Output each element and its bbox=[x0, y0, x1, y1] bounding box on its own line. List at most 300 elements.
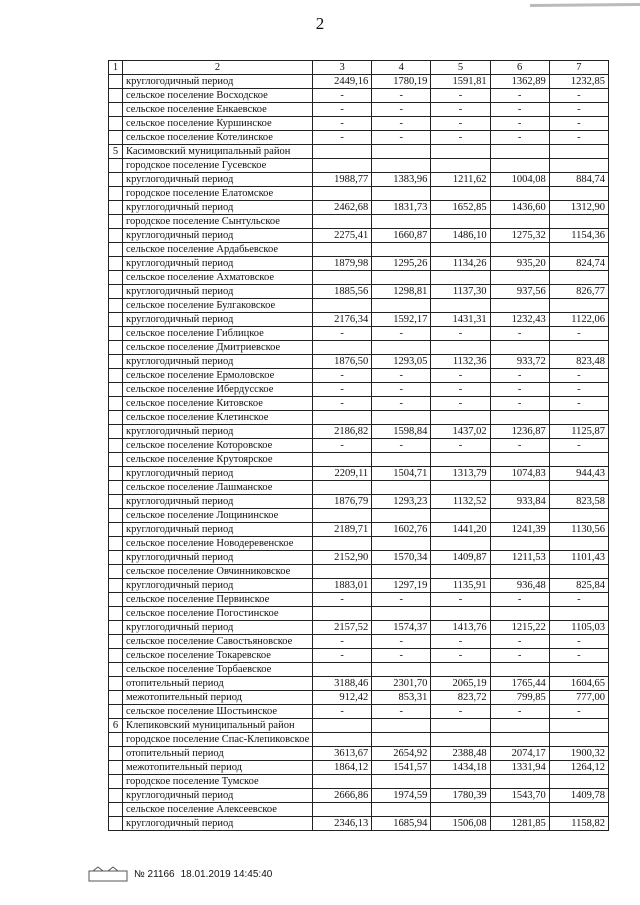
header-cell: 1 bbox=[109, 61, 123, 75]
value-cell: 912,42 bbox=[313, 691, 372, 705]
row-name: круглогодичный период bbox=[123, 579, 313, 593]
table-row bbox=[109, 579, 609, 593]
value-cell bbox=[313, 145, 372, 159]
value-cell: 1974,59 bbox=[372, 789, 431, 803]
row-number bbox=[109, 299, 123, 313]
value-cell bbox=[313, 509, 372, 523]
value-cell: - bbox=[372, 327, 431, 341]
value-cell: - bbox=[549, 397, 608, 411]
value-cell bbox=[549, 509, 608, 523]
value-cell bbox=[313, 481, 372, 495]
value-cell: 1101,43 bbox=[549, 551, 608, 565]
value-cell: 1132,52 bbox=[431, 495, 490, 509]
row-number bbox=[109, 747, 123, 761]
value-cell bbox=[372, 159, 431, 173]
value-cell: - bbox=[549, 439, 608, 453]
value-cell bbox=[490, 509, 549, 523]
value-cell: - bbox=[313, 117, 372, 131]
row-name: отопительный период bbox=[123, 677, 313, 691]
row-name: круглогодичный период bbox=[123, 285, 313, 299]
row-number bbox=[109, 635, 123, 649]
value-cell: 1293,05 bbox=[372, 355, 431, 369]
header-cell: 7 bbox=[549, 61, 608, 75]
value-cell: - bbox=[313, 369, 372, 383]
registry-logo-icon bbox=[88, 866, 128, 882]
value-cell bbox=[372, 537, 431, 551]
value-cell bbox=[372, 733, 431, 747]
value-cell: - bbox=[549, 649, 608, 663]
value-cell bbox=[549, 803, 608, 817]
value-cell: - bbox=[313, 439, 372, 453]
row-number bbox=[109, 243, 123, 257]
value-cell: - bbox=[313, 131, 372, 145]
table-row bbox=[109, 677, 609, 691]
table-header-row bbox=[109, 61, 609, 75]
value-cell bbox=[490, 187, 549, 201]
row-number bbox=[109, 649, 123, 663]
value-cell: 1591,81 bbox=[431, 75, 490, 89]
row-number bbox=[109, 607, 123, 621]
row-name: сельское поселение Савостьяновское bbox=[123, 635, 313, 649]
table-row bbox=[109, 565, 609, 579]
row-name: сельское поселение Лашманское bbox=[123, 481, 313, 495]
value-cell bbox=[313, 663, 372, 677]
value-cell: - bbox=[372, 131, 431, 145]
table-row bbox=[109, 383, 609, 397]
row-number bbox=[109, 705, 123, 719]
table-row bbox=[109, 145, 609, 159]
value-cell: 1437,02 bbox=[431, 425, 490, 439]
row-name: сельское поселение Восходское bbox=[123, 89, 313, 103]
value-cell: - bbox=[549, 327, 608, 341]
value-cell: - bbox=[431, 397, 490, 411]
row-name: сельское поселение Лощининское bbox=[123, 509, 313, 523]
value-cell: - bbox=[431, 635, 490, 649]
row-number bbox=[109, 551, 123, 565]
value-cell bbox=[490, 733, 549, 747]
value-cell: 1211,53 bbox=[490, 551, 549, 565]
table-row bbox=[109, 299, 609, 313]
value-cell bbox=[549, 733, 608, 747]
value-cell: 1362,89 bbox=[490, 75, 549, 89]
table-row bbox=[109, 649, 609, 663]
value-cell bbox=[549, 607, 608, 621]
value-cell: 884,74 bbox=[549, 173, 608, 187]
header-cell: 4 bbox=[372, 61, 431, 75]
value-cell bbox=[431, 565, 490, 579]
value-cell: 1004,08 bbox=[490, 173, 549, 187]
value-cell bbox=[372, 341, 431, 355]
row-name: городское поселение Елатомское bbox=[123, 187, 313, 201]
value-cell: - bbox=[490, 593, 549, 607]
value-cell: 1504,71 bbox=[372, 467, 431, 481]
value-cell: 1543,70 bbox=[490, 789, 549, 803]
value-cell bbox=[431, 733, 490, 747]
value-cell: - bbox=[313, 103, 372, 117]
value-cell: 1298,81 bbox=[372, 285, 431, 299]
value-cell: - bbox=[313, 649, 372, 663]
value-cell: 777,00 bbox=[549, 691, 608, 705]
row-number bbox=[109, 75, 123, 89]
value-cell bbox=[549, 299, 608, 313]
value-cell: 1900,32 bbox=[549, 747, 608, 761]
value-cell: 2157,52 bbox=[313, 621, 372, 635]
row-name: сельское поселение Первинское bbox=[123, 593, 313, 607]
value-cell: - bbox=[431, 383, 490, 397]
table-row bbox=[109, 481, 609, 495]
value-cell: 1275,32 bbox=[490, 229, 549, 243]
row-number bbox=[109, 733, 123, 747]
value-cell: 2462,68 bbox=[313, 201, 372, 215]
value-cell: - bbox=[431, 131, 490, 145]
value-cell bbox=[431, 411, 490, 425]
header-cell: 3 bbox=[313, 61, 372, 75]
value-cell: - bbox=[490, 635, 549, 649]
row-number bbox=[109, 593, 123, 607]
row-name: сельское поселение Ахматовское bbox=[123, 271, 313, 285]
value-cell: 799,85 bbox=[490, 691, 549, 705]
value-cell: 1592,17 bbox=[372, 313, 431, 327]
value-cell bbox=[431, 271, 490, 285]
scan-artifact bbox=[530, 0, 640, 12]
value-cell bbox=[549, 145, 608, 159]
value-cell bbox=[490, 341, 549, 355]
row-number bbox=[109, 201, 123, 215]
value-cell: 1574,37 bbox=[372, 621, 431, 635]
value-cell: 1132,36 bbox=[431, 355, 490, 369]
value-cell: 1236,87 bbox=[490, 425, 549, 439]
row-name: круглогодичный период bbox=[123, 313, 313, 327]
value-cell: 1598,84 bbox=[372, 425, 431, 439]
value-cell bbox=[431, 187, 490, 201]
value-cell bbox=[431, 481, 490, 495]
row-name: круглогодичный период bbox=[123, 789, 313, 803]
value-cell: 1660,87 bbox=[372, 229, 431, 243]
value-cell bbox=[490, 481, 549, 495]
table-row bbox=[109, 817, 609, 831]
value-cell bbox=[431, 775, 490, 789]
value-cell bbox=[313, 607, 372, 621]
value-cell: - bbox=[313, 635, 372, 649]
value-cell: - bbox=[372, 635, 431, 649]
value-cell: 2189,71 bbox=[313, 523, 372, 537]
value-cell: 1331,94 bbox=[490, 761, 549, 775]
value-cell bbox=[372, 565, 431, 579]
row-name: Касимовский муниципальный район bbox=[123, 145, 313, 159]
table-row bbox=[109, 537, 609, 551]
value-cell bbox=[490, 159, 549, 173]
table-row bbox=[109, 341, 609, 355]
value-cell bbox=[372, 411, 431, 425]
header-cell: 6 bbox=[490, 61, 549, 75]
value-cell: 2654,92 bbox=[372, 747, 431, 761]
value-cell bbox=[431, 145, 490, 159]
value-cell: - bbox=[372, 117, 431, 131]
row-name: межотопительный период bbox=[123, 691, 313, 705]
value-cell: - bbox=[313, 89, 372, 103]
value-cell bbox=[313, 411, 372, 425]
value-cell: - bbox=[431, 705, 490, 719]
row-number bbox=[109, 117, 123, 131]
value-cell bbox=[431, 719, 490, 733]
value-cell bbox=[313, 159, 372, 173]
row-number bbox=[109, 677, 123, 691]
row-number: 6 bbox=[109, 719, 123, 733]
row-number bbox=[109, 355, 123, 369]
value-cell: 853,31 bbox=[372, 691, 431, 705]
value-cell: 1988,77 bbox=[313, 173, 372, 187]
table-row bbox=[109, 551, 609, 565]
value-cell: - bbox=[490, 649, 549, 663]
value-cell: 1211,62 bbox=[431, 173, 490, 187]
table-row bbox=[109, 803, 609, 817]
row-name: городское поселение Спас-Клепиковское bbox=[123, 733, 313, 747]
table-row bbox=[109, 271, 609, 285]
value-cell bbox=[549, 215, 608, 229]
value-cell: - bbox=[549, 103, 608, 117]
value-cell: 1313,79 bbox=[431, 467, 490, 481]
value-cell bbox=[313, 299, 372, 313]
value-cell: 1134,26 bbox=[431, 257, 490, 271]
value-cell bbox=[549, 775, 608, 789]
value-cell: 1074,83 bbox=[490, 467, 549, 481]
row-name: сельское поселение Куршинское bbox=[123, 117, 313, 131]
value-cell: - bbox=[313, 593, 372, 607]
value-cell: 1409,78 bbox=[549, 789, 608, 803]
table-row bbox=[109, 229, 609, 243]
value-cell: - bbox=[431, 117, 490, 131]
value-cell: 944,43 bbox=[549, 467, 608, 481]
value-cell: 936,48 bbox=[490, 579, 549, 593]
value-cell bbox=[313, 341, 372, 355]
value-cell bbox=[313, 537, 372, 551]
table-row bbox=[109, 789, 609, 803]
value-cell: 2666,86 bbox=[313, 789, 372, 803]
value-cell bbox=[490, 663, 549, 677]
value-cell bbox=[372, 509, 431, 523]
value-cell: 1883,01 bbox=[313, 579, 372, 593]
row-name: Клепиковский муниципальный район bbox=[123, 719, 313, 733]
value-cell: 1831,73 bbox=[372, 201, 431, 215]
row-number bbox=[109, 411, 123, 425]
row-name: круглогодичный период bbox=[123, 495, 313, 509]
row-name: круглогодичный период bbox=[123, 229, 313, 243]
table-row bbox=[109, 397, 609, 411]
value-cell: 2209,11 bbox=[313, 467, 372, 481]
value-cell: 1158,82 bbox=[549, 817, 608, 831]
value-cell bbox=[549, 481, 608, 495]
value-cell bbox=[313, 215, 372, 229]
value-cell: 1297,19 bbox=[372, 579, 431, 593]
table-row bbox=[109, 523, 609, 537]
row-name: сельское поселение Шостьинское bbox=[123, 705, 313, 719]
value-cell: - bbox=[372, 593, 431, 607]
value-cell: 2176,34 bbox=[313, 313, 372, 327]
table-row bbox=[109, 355, 609, 369]
row-name: круглогодичный период bbox=[123, 551, 313, 565]
table-row bbox=[109, 425, 609, 439]
value-cell bbox=[372, 187, 431, 201]
value-cell bbox=[549, 159, 608, 173]
row-name: круглогодичный период bbox=[123, 523, 313, 537]
value-cell: - bbox=[549, 593, 608, 607]
value-cell bbox=[431, 159, 490, 173]
table-row bbox=[109, 747, 609, 761]
value-cell: - bbox=[490, 327, 549, 341]
value-cell: 1486,10 bbox=[431, 229, 490, 243]
value-cell: 933,72 bbox=[490, 355, 549, 369]
value-cell: 2275,41 bbox=[313, 229, 372, 243]
value-cell: 1154,36 bbox=[549, 229, 608, 243]
value-cell: 3188,46 bbox=[313, 677, 372, 691]
value-cell: 1864,12 bbox=[313, 761, 372, 775]
row-number bbox=[109, 481, 123, 495]
row-name: сельское поселение Токаревское bbox=[123, 649, 313, 663]
value-cell: 1135,91 bbox=[431, 579, 490, 593]
row-number bbox=[109, 663, 123, 677]
table-row bbox=[109, 593, 609, 607]
value-cell bbox=[490, 719, 549, 733]
row-number bbox=[109, 215, 123, 229]
value-cell: - bbox=[549, 369, 608, 383]
value-cell bbox=[431, 803, 490, 817]
value-cell: - bbox=[313, 397, 372, 411]
row-number bbox=[109, 271, 123, 285]
row-number bbox=[109, 89, 123, 103]
value-cell: 1570,34 bbox=[372, 551, 431, 565]
value-cell: - bbox=[490, 117, 549, 131]
value-cell: 1232,43 bbox=[490, 313, 549, 327]
value-cell: 1130,56 bbox=[549, 523, 608, 537]
table-row bbox=[109, 607, 609, 621]
value-cell bbox=[372, 775, 431, 789]
value-cell: 1441,20 bbox=[431, 523, 490, 537]
value-cell: - bbox=[490, 705, 549, 719]
value-cell bbox=[490, 775, 549, 789]
row-name: круглогодичный период bbox=[123, 621, 313, 635]
table-row bbox=[109, 201, 609, 215]
value-cell bbox=[313, 271, 372, 285]
row-number bbox=[109, 789, 123, 803]
value-cell: - bbox=[431, 327, 490, 341]
value-cell: 2065,19 bbox=[431, 677, 490, 691]
value-cell bbox=[431, 607, 490, 621]
value-cell bbox=[313, 565, 372, 579]
row-number bbox=[109, 229, 123, 243]
value-cell: - bbox=[490, 131, 549, 145]
value-cell bbox=[490, 537, 549, 551]
row-name: сельское поселение Ардабьевское bbox=[123, 243, 313, 257]
table-row bbox=[109, 775, 609, 789]
value-cell: - bbox=[313, 327, 372, 341]
table-row bbox=[109, 103, 609, 117]
table-row bbox=[109, 663, 609, 677]
value-cell bbox=[313, 243, 372, 257]
row-number bbox=[109, 439, 123, 453]
row-name: сельское поселение Котелинское bbox=[123, 131, 313, 145]
table-row bbox=[109, 131, 609, 145]
table-row bbox=[109, 495, 609, 509]
table-row bbox=[109, 761, 609, 775]
row-name: сельское поселение Гиблицкое bbox=[123, 327, 313, 341]
value-cell bbox=[549, 663, 608, 677]
value-cell bbox=[549, 411, 608, 425]
value-cell bbox=[549, 537, 608, 551]
row-number bbox=[109, 537, 123, 551]
document-timestamp: 18.01.2019 14:45:40 bbox=[180, 868, 273, 880]
row-name: сельское поселение Ермоловское bbox=[123, 369, 313, 383]
row-number: 5 bbox=[109, 145, 123, 159]
value-cell: - bbox=[372, 89, 431, 103]
row-number bbox=[109, 173, 123, 187]
table-row bbox=[109, 75, 609, 89]
row-number bbox=[109, 775, 123, 789]
row-number bbox=[109, 453, 123, 467]
row-name: круглогодичный период bbox=[123, 201, 313, 215]
row-name: сельское поселение Алексеевское bbox=[123, 803, 313, 817]
table-row bbox=[109, 327, 609, 341]
value-cell: - bbox=[490, 89, 549, 103]
table-row bbox=[109, 509, 609, 523]
value-cell: 823,48 bbox=[549, 355, 608, 369]
row-number bbox=[109, 257, 123, 271]
value-cell bbox=[431, 341, 490, 355]
value-cell bbox=[431, 299, 490, 313]
row-name: сельское поселение Торбаевское bbox=[123, 663, 313, 677]
value-cell: - bbox=[372, 439, 431, 453]
table-row bbox=[109, 257, 609, 271]
value-cell: - bbox=[490, 383, 549, 397]
table-row bbox=[109, 369, 609, 383]
value-cell bbox=[313, 187, 372, 201]
value-cell: - bbox=[372, 649, 431, 663]
value-cell: 1541,57 bbox=[372, 761, 431, 775]
table-row bbox=[109, 705, 609, 719]
value-cell: 825,84 bbox=[549, 579, 608, 593]
row-name: городское поселение Сынтульское bbox=[123, 215, 313, 229]
table-row bbox=[109, 89, 609, 103]
value-cell: - bbox=[372, 397, 431, 411]
value-cell bbox=[372, 719, 431, 733]
row-name: отопительный период bbox=[123, 747, 313, 761]
value-cell: - bbox=[313, 705, 372, 719]
table-row bbox=[109, 691, 609, 705]
value-cell bbox=[490, 607, 549, 621]
value-cell: 3613,67 bbox=[313, 747, 372, 761]
row-number bbox=[109, 579, 123, 593]
value-cell bbox=[372, 271, 431, 285]
value-cell bbox=[490, 803, 549, 817]
value-cell: 2301,70 bbox=[372, 677, 431, 691]
value-cell: 823,72 bbox=[431, 691, 490, 705]
value-cell bbox=[549, 565, 608, 579]
row-number bbox=[109, 313, 123, 327]
value-cell: - bbox=[431, 439, 490, 453]
value-cell: 1241,39 bbox=[490, 523, 549, 537]
value-cell: - bbox=[549, 117, 608, 131]
value-cell: 937,56 bbox=[490, 285, 549, 299]
table-row bbox=[109, 719, 609, 733]
row-number bbox=[109, 509, 123, 523]
row-number bbox=[109, 131, 123, 145]
row-name: круглогодичный период bbox=[123, 425, 313, 439]
value-cell: 1431,31 bbox=[431, 313, 490, 327]
value-cell bbox=[313, 775, 372, 789]
value-cell: - bbox=[372, 705, 431, 719]
value-cell: - bbox=[490, 439, 549, 453]
page-number: 2 bbox=[315, 14, 325, 33]
row-name: городское поселение Гусевское bbox=[123, 159, 313, 173]
